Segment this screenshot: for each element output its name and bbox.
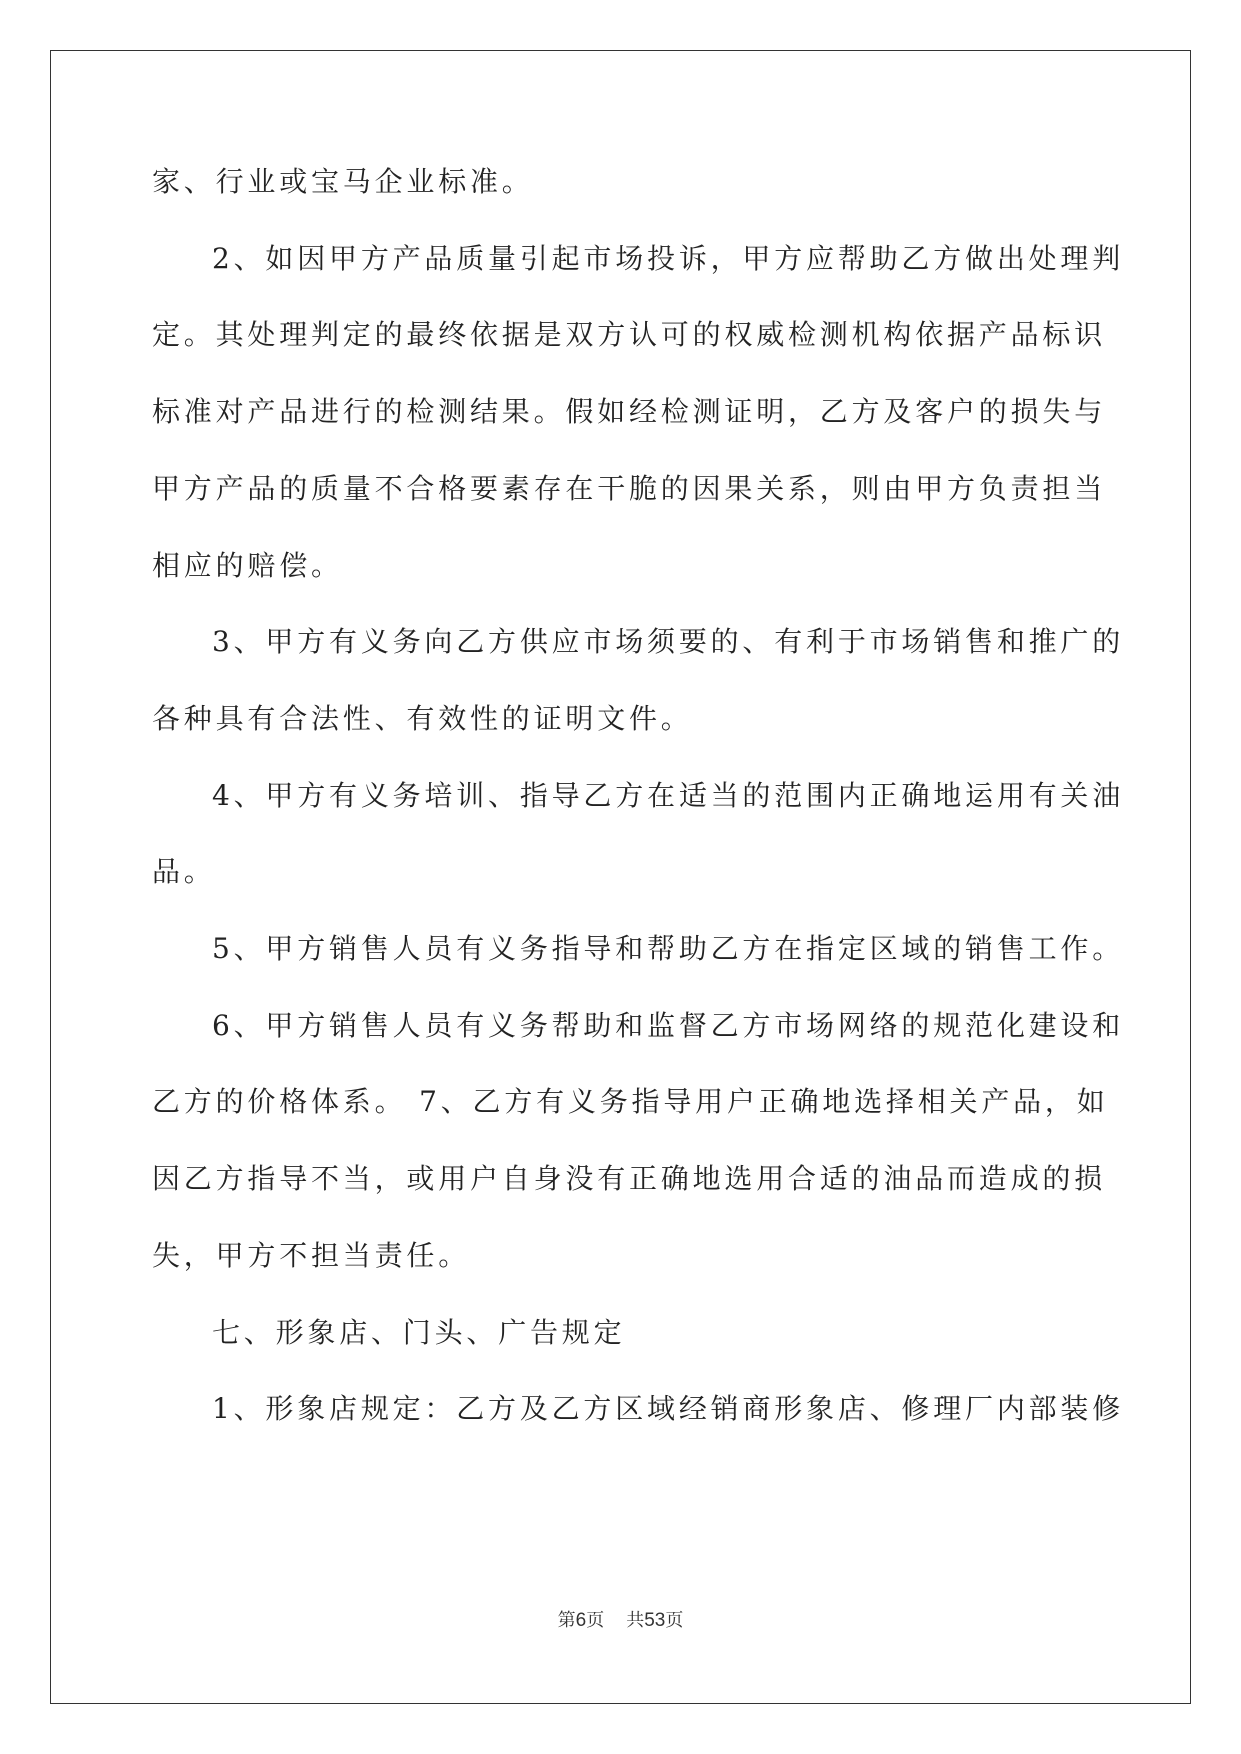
text-line: 失，甲方不担当责任。	[152, 1238, 471, 1272]
text-line: 因乙方指导不当，或用户自身没有正确地选用合适的油品而造成的损	[152, 1162, 1107, 1196]
text-line: 1、形象店规定：乙方及乙方区域经销商形象店、修理厂内部装修	[212, 1392, 1125, 1426]
total-pages: 53	[644, 1610, 666, 1631]
text-line: 品。	[152, 855, 216, 889]
text-line: 5、甲方销售人员有义务指导和帮助乙方在指定区域的销售工作。	[212, 932, 1125, 965]
text-line: 各种具有合法性、有效性的证明文件。	[152, 701, 693, 735]
text-line: 相应的赔偿。	[152, 548, 343, 582]
text-line: 定。其处理判定的最终依据是双方认可的权威检测机构依据产品标识	[152, 318, 1107, 352]
text-line: 标准对产品进行的检测结果。假如经检测证明，乙方及客户的损失与	[152, 395, 1107, 429]
text-line: 甲方产品的质量不合格要素存在干脆的因果关系，则由甲方负责担当	[152, 471, 1107, 505]
page-suffix: 页	[586, 1610, 605, 1631]
text-line: 3、甲方有义务向乙方供应市场须要的、有利于市场销售和推广的	[212, 625, 1125, 659]
text-line: 4、甲方有义务培训、指导乙方在适当的范围内正确地运用有关油	[212, 778, 1125, 812]
total-prefix: 共	[626, 1610, 645, 1631]
page-prefix: 第	[557, 1610, 576, 1631]
page-number: 6	[575, 1610, 587, 1631]
section-heading: 七、形象店、门头、广告规定	[212, 1315, 626, 1349]
text-line: 家、行业或宝马企业标准。	[152, 165, 534, 198]
text-line: 2、如因甲方产品质量引起市场投诉，甲方应帮助乙方做出处理判	[212, 241, 1125, 275]
page-border	[50, 50, 1191, 1704]
text-line: 乙方的价格体系。 7、乙方有义务指导用户正确地选择相关产品，如	[152, 1085, 1109, 1119]
text-line: 6、甲方销售人员有义务帮助和监督乙方市场网络的规范化建设和	[212, 1008, 1125, 1042]
total-suffix: 页	[665, 1610, 684, 1631]
page-footer	[0, 1606, 1241, 1632]
